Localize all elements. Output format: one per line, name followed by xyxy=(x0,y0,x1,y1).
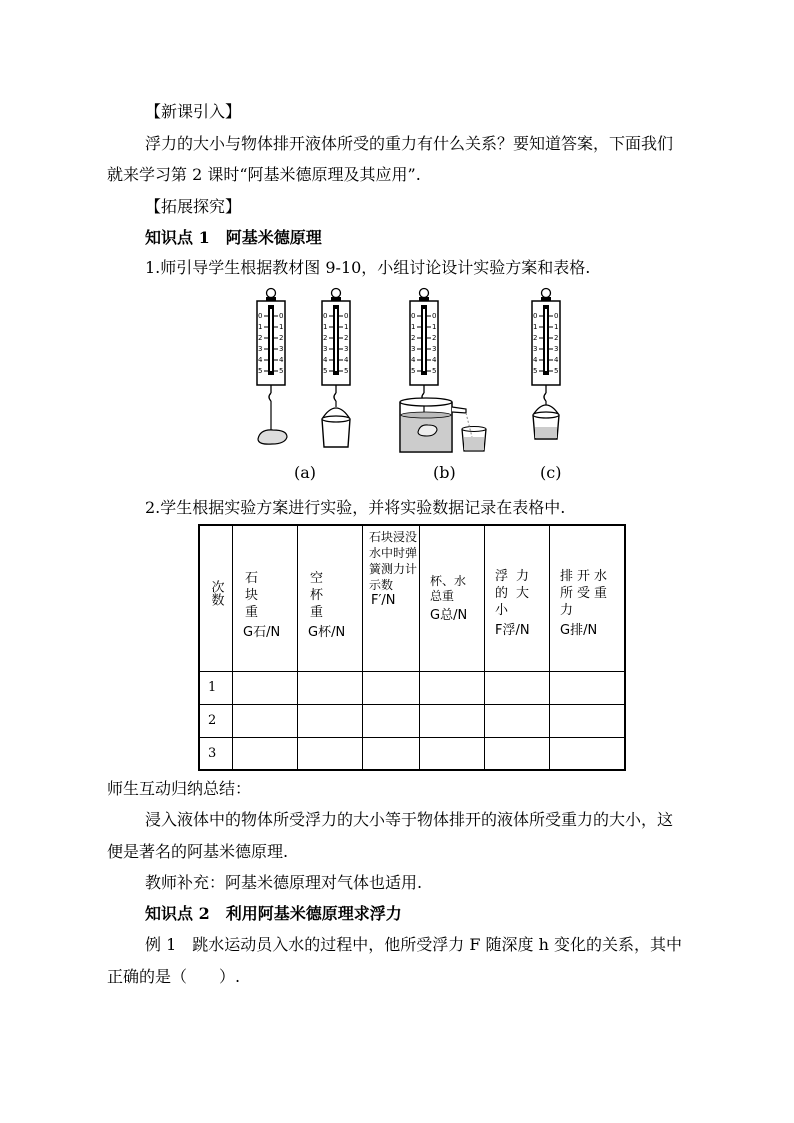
table-row xyxy=(199,704,625,737)
figure-caption-b: (b) xyxy=(433,463,456,482)
knowledge-point-2-title: 知识点 2 利用阿基米德原理求浮力 xyxy=(145,904,402,923)
section-heading-intro: 【新课引入】 xyxy=(145,102,242,121)
spring-scale-figure: 0 1 2 3 4 5 xyxy=(240,287,580,457)
table-cell xyxy=(363,704,420,737)
table-cell xyxy=(420,704,485,737)
summary-line2: 便是著名的阿基米德原理. xyxy=(107,842,289,861)
table-cell xyxy=(233,671,298,704)
table-cell xyxy=(485,737,550,770)
table-cell xyxy=(550,737,626,770)
header-cup-weight: 空杯重 G杯/N xyxy=(298,525,363,671)
table-cell xyxy=(233,737,298,770)
table-row xyxy=(199,671,625,704)
figure-caption-c: (c) xyxy=(540,463,562,482)
table-row xyxy=(199,737,625,770)
table-cell xyxy=(550,671,626,704)
row-number: 2 xyxy=(199,704,233,737)
table-cell xyxy=(420,671,485,704)
intro-text-line2: 就来学习第 2 课时“阿基米德原理及其应用”. xyxy=(107,165,421,184)
figure-caption-a: (a) xyxy=(294,463,317,482)
table-cell xyxy=(485,704,550,737)
summary-line1: 浸入液体中的物体所受浮力的大小等于物体排开的液体所受重力的大小，这 xyxy=(145,810,674,829)
table-cell xyxy=(298,671,363,704)
table-cell xyxy=(420,737,485,770)
intro-text-line1: 浮力的大小与物体排开液体所受的重力有什么关系？要知道答案，下面我们 xyxy=(145,134,674,153)
table-cell xyxy=(550,704,626,737)
summary-intro: 师生互动归纳总结： xyxy=(107,779,252,798)
table-cell xyxy=(363,671,420,704)
step-1-text: 1.师引导学生根据教材图 9-10，小组讨论设计实验方案和表格. xyxy=(145,258,591,277)
header-total-weight: 杯、水总重 G总/N xyxy=(420,525,485,671)
example-1-line1: 例 1 跳水运动员入水的过程中，他所受浮力 F 随深度 h 变化的关系，其中 xyxy=(145,935,683,954)
step-2-text: 2.学生根据实验方案进行实验，并将实验数据记录在表格中. xyxy=(145,498,566,517)
table-cell xyxy=(363,737,420,770)
table-cell xyxy=(298,704,363,737)
example-1-line2: 正确的是（ ）. xyxy=(107,967,241,986)
section-heading-explore: 【拓展探究】 xyxy=(145,197,242,216)
header-rock-weight: 石块重 G石/N xyxy=(233,525,298,671)
header-displaced-weight: 排开水所受重力 G排/N xyxy=(550,525,626,671)
table-cell xyxy=(233,704,298,737)
teacher-supplement: 教师补充：阿基米德原理对气体也适用. xyxy=(145,873,423,892)
experiment-data-table xyxy=(198,524,626,771)
table-cell xyxy=(298,737,363,770)
table-cell xyxy=(485,671,550,704)
header-buoyancy: 浮力的大小 F浮/N xyxy=(485,525,550,671)
row-number: 3 xyxy=(199,737,233,770)
header-trial: 次数 xyxy=(199,525,233,671)
knowledge-point-1-title: 知识点 1 阿基米德原理 xyxy=(145,228,322,247)
header-scale-reading: 石块浸没水中时弹簧测力计示数 F′/N xyxy=(363,525,420,671)
row-number: 1 xyxy=(199,671,233,704)
